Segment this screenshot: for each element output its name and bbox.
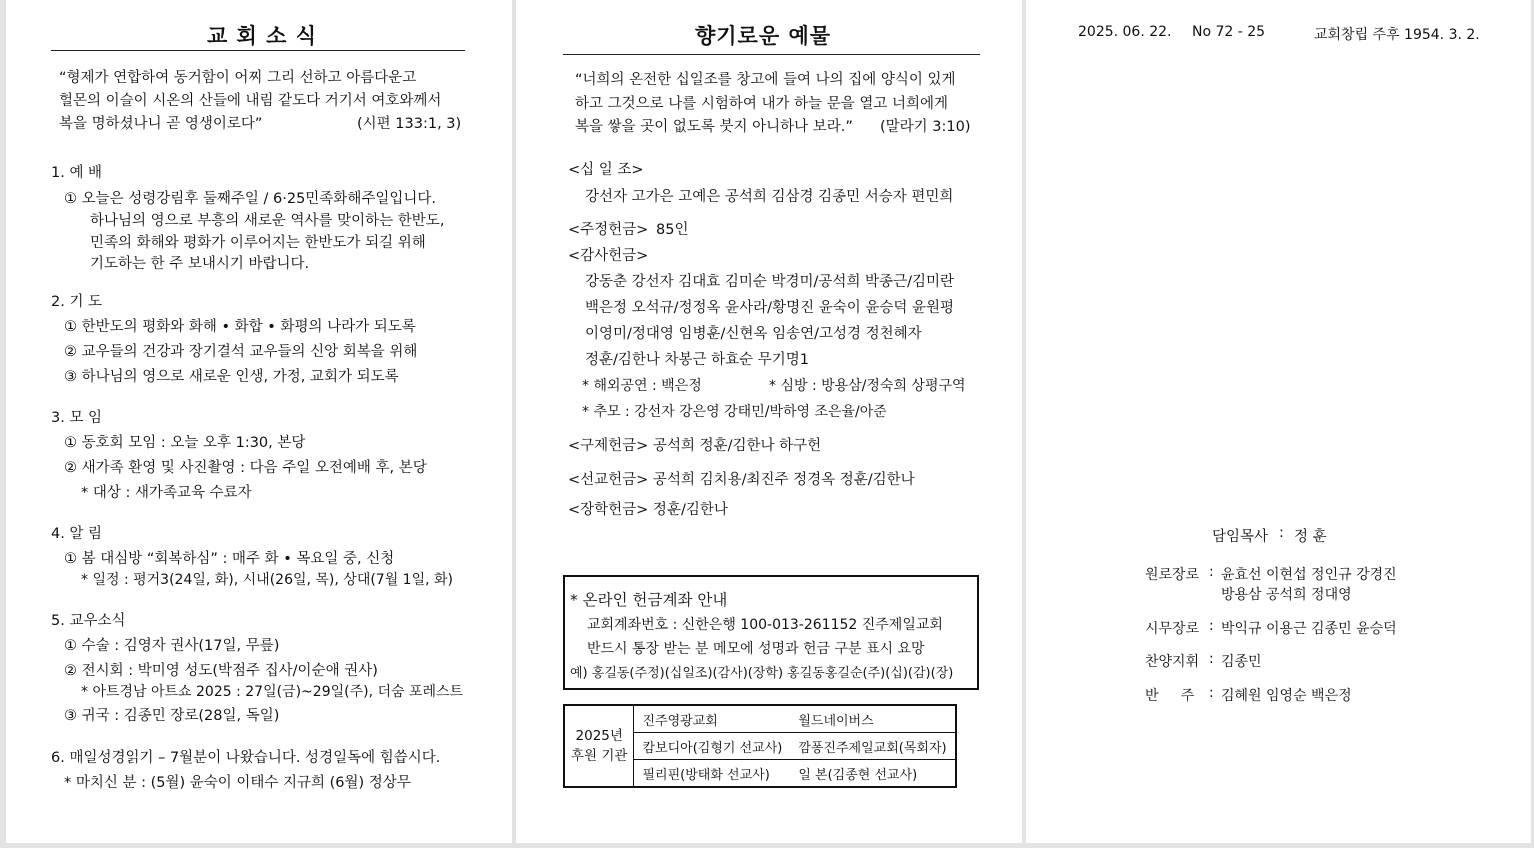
members-item: ② 전시회 : 박미영 성도(박점주 집사/이순애 권사) [64,663,378,679]
choir-separator: : [1209,651,1214,667]
members-item: ③ 귀국 : 김종민 장로(28일, 독일) [64,708,280,724]
support-cell: 월드네이버스 [790,705,955,733]
thanks-names: 정훈/김한나 차봉근 하효순 무기명1 [585,352,810,368]
meeting-item: ② 새가족 환영 및 사진촬영 : 다음 주일 오전예배 후, 본당 [64,460,427,476]
members-note: * 아트경남 아트쇼 2025 : 27일(금)~29일(주), 더숨 포레스트 [81,684,464,700]
active-elders-names: 박익규 이용근 김종민 윤승덕 [1221,621,1397,637]
emeritus-elders-names: 윤효선 이현섭 정인규 강경진 [1221,567,1397,583]
accompanist-separator: : [1209,685,1214,701]
support-cell: 필리핀(방태화 선교사) [634,760,790,788]
section-members-heading: 5. 교우소식 [51,613,126,629]
thanks-note: * 심방 : 방용삼/정숙희 상평구역 [769,378,966,394]
left-page-church-news [6,0,512,843]
worship-item: 하나님의 영으로 부흥의 새로운 역사를 맞이하는 한반도, [90,213,445,229]
prayer-item: ② 교우들의 건강과 장기결석 교우들의 신앙 회복을 위해 [64,344,418,360]
online-offering-box [563,575,979,690]
meeting-item: ① 동호회 모임 : 오늘 오후 1:30, 본당 [64,435,306,451]
middle-title: 향기로운 예물 [694,24,832,48]
online-offering-title: * 온라인 헌금계좌 안내 [570,591,728,609]
notice-item: ① 봄 대심방 “회복하심” : 매주 화 • 목요일 중, 신청 [64,551,395,567]
worship-item: 민족의 화해와 평화가 이루어지는 한반도가 되길 위해 [90,235,426,251]
section-meeting-heading: 3. 모 임 [51,410,103,426]
worship-item: ① 오늘은 성령강림후 둘째주일 / 6·25민족화해주일입니다. [64,191,436,207]
middle-verse-line: 하고 그것으로 나를 시험하여 내가 하늘 문을 열고 너희에게 [575,96,949,112]
scholarship-offering: <장학헌금> 정훈/김한나 [568,502,728,518]
pastor-name: 정 훈 [1294,529,1327,545]
bulletin-date: 2025. 06. 22. [1078,24,1172,40]
middle-page-offerings [516,0,1022,843]
support-label-year: 2025년 [575,728,623,744]
choir-director-name: 김종민 [1221,654,1262,670]
support-cell: 깜퐁진주제일교회(목회자) [790,733,955,760]
support-label-cell [564,705,634,787]
support-cell: 일 본(김종현 선교사) [790,760,955,788]
tithe-heading: <십 일 조> [568,162,644,178]
thanks-offering-heading: <감사헌금> [568,248,649,264]
left-title-rule [51,50,465,51]
left-verse-line: “형제가 연합하여 동거함이 어찌 그리 선하고 아름다운고 [59,70,417,86]
choir-director-label: 찬양지휘 [1145,654,1200,670]
left-verse-ref: (시편 133:1, 3) [357,116,462,132]
online-memo-line: 반드시 통장 받는 분 메모에 성명과 헌금 구분 표시 요망 [587,641,925,657]
accompanist-label: 반 주 [1145,688,1195,704]
weekly-offering-value: 85인 [656,222,689,238]
support-organizations-table [563,704,957,788]
left-verse-line: 복을 명하셨나니 곧 영생이로다” [59,116,263,132]
pastor-separator: : [1279,525,1284,541]
middle-verse-line: “너희의 온전한 십일조를 창고에 들여 나의 집에 양식이 있게 [575,72,956,88]
middle-verse-ref: (말라기 3:10) [880,119,971,135]
right-page-cover-info [1026,0,1531,843]
left-verse-line: 헐몬의 이슬이 시온의 산들에 내림 같도다 거기서 여호와께서 [59,93,442,109]
worship-item: 기도하는 한 주 보내시기 바랍니다. [90,256,310,272]
accompanist-names: 김혜원 임영순 백은정 [1221,688,1352,704]
middle-verse-line: 복을 쌓을 곳이 없도록 붓지 아니하나 보라.” [575,119,853,135]
bible-reading-note: * 마치신 분 : (5월) 윤숙이 이태수 지규희 (6월) 정상무 [64,775,411,791]
emeritus-elders-label: 원로장로 [1145,567,1200,583]
notice-note: * 일정 : 평거3(24일, 화), 시내(26일, 목), 상대(7월 1일, 화) [81,572,454,588]
pastor-label: 담임목사 [1212,529,1269,545]
mission-offering: <선교헌금> 공석희 김치용/최진주 정경옥 정훈/김한나 [568,472,915,488]
middle-title-rule [563,54,980,55]
section-worship-heading: 1. 예 배 [51,165,103,181]
members-item: ① 수술 : 김영자 권사(17일, 무릎) [64,638,280,654]
section-prayer-heading: 2. 기 도 [51,294,103,310]
thanks-note: * 해외공연 : 백은정 [582,378,702,394]
support-cell: 진주영광교회 [634,705,790,733]
thanks-note: * 추모 : 강선자 강은영 강태민/박하영 조은율/아준 [582,404,887,420]
emeritus-separator: : [1209,564,1214,580]
elders-separator: : [1209,618,1214,634]
table-row [564,705,956,733]
online-example-line: 예) 홍길동(주정)(십일조)(감사)(장학) 홍길동홍길순(주)(십)(감)(장) [570,666,954,681]
thanks-names: 강동춘 강선자 김대효 김미순 박경미/공석희 박종근/김미란 [585,274,954,290]
support-cell: 캄보디아(김형기 선교사) [634,733,790,760]
prayer-item: ① 한반도의 평화와 화해 • 화합 • 화평의 나라가 되도록 [64,319,416,335]
online-account-line: 교회계좌번호 : 신한은행 100-013-261152 진주제일교회 [587,617,943,633]
prayer-item: ③ 하나님의 영으로 새로운 인생, 가정, 교회가 되도록 [64,369,399,385]
emeritus-elders-names: 방용삼 공석희 정대영 [1221,587,1352,603]
weekly-offering-heading: <주정헌금> [568,222,649,238]
bulletin-number: No 72 - 25 [1192,24,1266,40]
meeting-note: * 대상 : 새가족교육 수료자 [81,485,252,501]
support-label-text: 후원 기관 [571,748,628,764]
church-founded: 교회창립 주후 1954. 3. 2. [1314,27,1480,43]
thanks-names: 이영미/정대영 임병훈/신현옥 임송연/고성경 정천혜자 [585,326,922,342]
relief-offering: <구제헌금> 공석희 정훈/김한나 하구헌 [568,438,822,454]
section-bible-reading-heading: 6. 매일성경읽기 – 7월분이 나왔습니다. 성경일독에 힘씁시다. [51,750,441,766]
active-elders-label: 시무장로 [1145,621,1200,637]
left-title: 교 회 소 식 [206,24,318,48]
thanks-names: 백은정 오석규/정정옥 윤사라/황명진 윤숙이 윤승덕 윤원평 [585,300,954,316]
section-notice-heading: 4. 알 림 [51,526,103,542]
tithe-names: 강선자 고가은 고예은 공석희 김삼경 김종민 서승자 편민희 [585,189,954,205]
